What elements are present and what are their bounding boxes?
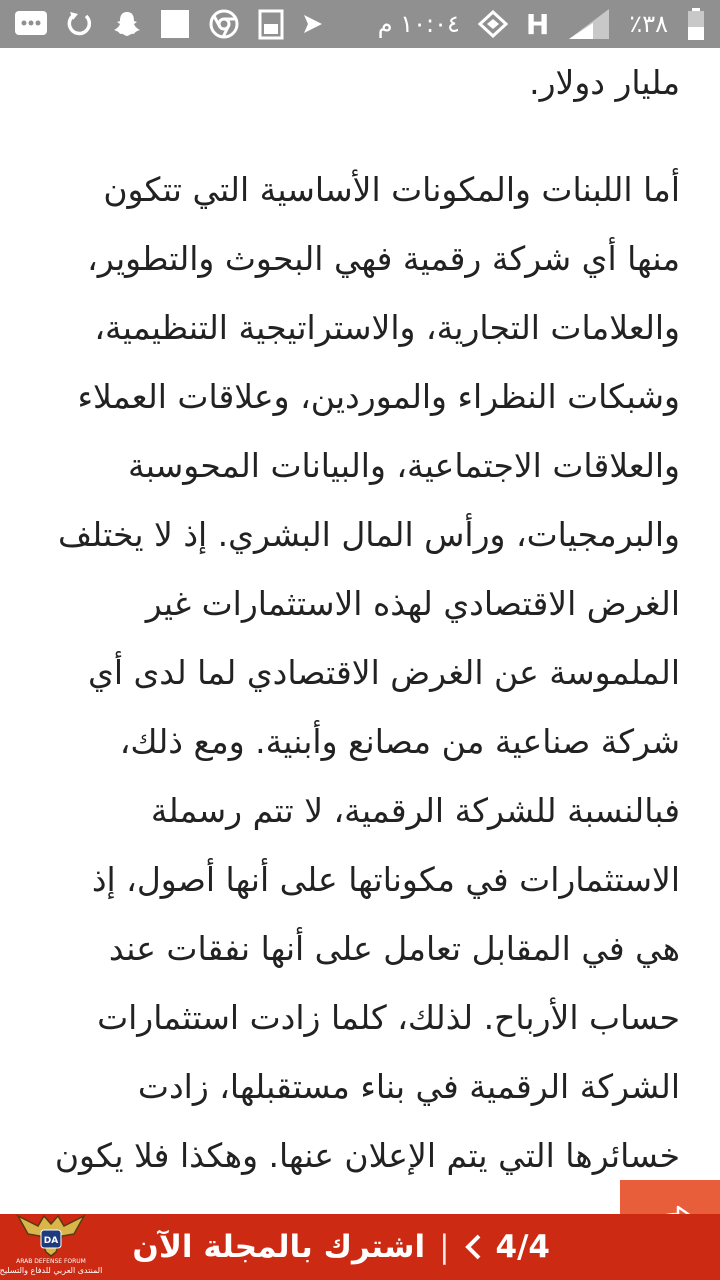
article-body bbox=[0, 48, 720, 1188]
battery-level: ٪٣٨ bbox=[629, 10, 668, 38]
battery-icon bbox=[686, 7, 706, 41]
eagle-emblem-icon bbox=[16, 1206, 86, 1258]
subscribe-banner[interactable] bbox=[0, 1214, 720, 1280]
messages-icon bbox=[14, 9, 48, 39]
article-counter: 4/4 bbox=[495, 1229, 550, 1265]
trash-icon bbox=[258, 8, 284, 40]
logo-caption-ar: المنتدى العربي للدفاع والتسليح bbox=[0, 1266, 103, 1275]
subscribe-label[interactable]: اشترك بالمجلة الآن bbox=[132, 1229, 426, 1265]
subscribe-banner-content[interactable] bbox=[132, 1229, 550, 1265]
signal-icon bbox=[567, 7, 611, 41]
logo-caption-en: ARAB DEFENSE FORUM bbox=[16, 1258, 86, 1265]
clock: ١٠:٠٤ م bbox=[377, 10, 460, 38]
arrow-icon bbox=[302, 13, 324, 35]
svg-text:DA: DA bbox=[43, 1236, 59, 1246]
banner-divider: | bbox=[439, 1229, 450, 1265]
chevron-left-icon bbox=[464, 1233, 482, 1261]
network-type: H bbox=[525, 7, 550, 41]
forum-logo bbox=[0, 1200, 103, 1276]
alarm-icon bbox=[478, 10, 508, 38]
refresh-icon bbox=[66, 10, 94, 38]
snapchat-icon bbox=[112, 9, 142, 39]
status-bar-left bbox=[14, 8, 324, 40]
status-bar bbox=[0, 0, 720, 48]
article-paragraph: أما اللبنات والمكونات الأساسية التي تتكون منها أي شركة رقمية فهي البحوث والتطوير، والعلامات التجارية، والاستراتيجية التنظيمية، وشبكات النظراء والموردين، وعلاقات العملاء والعلاقات الاجتماعية، والبيانات المحوسبة والبرمجيات، ورأس المال البشري. إذ لا يختلف الغرض الاقتصادي لهذه الاستثمارات غير الملموسة عن الغرض الاقتصادي لما لدى أي شركة صناعية من مصانع وأبنية. ومع ذلك، فبالنسبة للشركة الرقمية، لا تتم رسملة الاستثمارات في مكوناتها على أنها أصول، إذ هي في المقابل تعامل على أنها نفقات عند حساب الأرباح. لذلك، كلما زادت استثمارات الشركة الرقمية في بناء مستقبلها، زادت خسائرها التي يتم الإعلان عنها. وهكذا فلا يكون bbox=[54, 170, 680, 1175]
blank-square-icon bbox=[160, 9, 190, 39]
article-lead-line: مليار دولار. bbox=[529, 63, 680, 102]
status-bar-right bbox=[378, 7, 706, 41]
chrome-icon bbox=[208, 8, 240, 40]
